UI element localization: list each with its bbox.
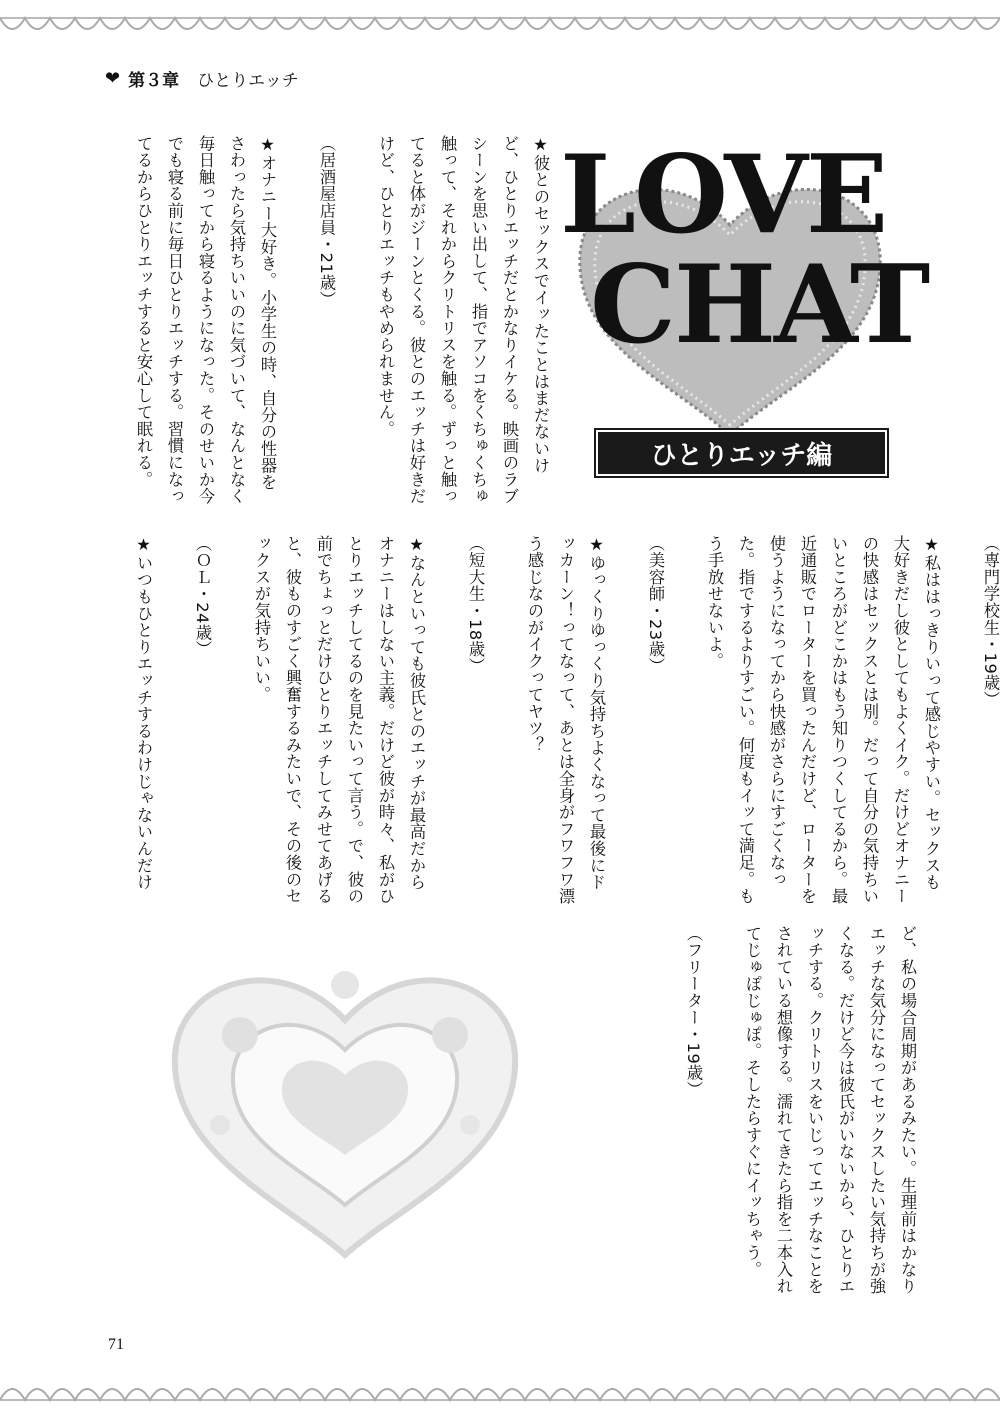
logo-love: LOVE [560, 132, 887, 258]
chapter-label: 第３章 [128, 71, 180, 91]
lower-paragraph-3: ★なんといっても彼氏とのエッチが最高だからオナニーはしない主義。だけど彼が時々、私がひとりエッチしてるのを見たいって言う。で、彼の前でちょっとだけひとりエッチしてみせてあげると、彼ものすごく興奮するみたいで、その後のセックスが気持ちいい。 [252, 535, 426, 905]
upper-text-block [100, 135, 556, 505]
bottom-lace-border [0, 1368, 1000, 1418]
upper-paragraph-1: ★彼とのセックスでイッたことはまだないけど、ひとりエッチだとかなりイケる。映画のラブシーンを思い出して、指でアソコをくちゅくちゅ触って、それからクリトリスを触る。ずっと触ってると体がジーンとくる。彼とのエッチは好きだけど、ひとりエッチもやめられません。 [376, 135, 550, 505]
lace-heart-decoration [160, 925, 530, 1275]
page-number: 71 [108, 1336, 124, 1353]
heart-icon: ❤ [105, 68, 121, 89]
bottom-paragraph: ど、私の場合周期があるみたい。生理前はかなりエッチな気分になってセックスしたい気持ちが強くなる。だけど今は彼氏がいないから、ひとりエッチする。クリトリスをいじってエッチなことをされている想像する。濡れてきたら指を二本入れてじゅぽじゅぽ。そしたらすぐにイッちゃう。 [743, 925, 917, 1295]
upper-paragraph-2: ★オナニー大好き。小学生の時、自分の性器をさわったら気持ちいいのに気づいて、なんとなく毎日触ってから寝るようになった。そのせいか今でも寝る前に毎日ひとりエッチする。習慣になってるからひとりエッチすると安心して眠れる。 [134, 135, 277, 505]
section-banner: ひとりエッチ編 [598, 432, 885, 474]
lower-paragraph-4: ★いつもひとりエッチするわけじゃないんだけ [134, 535, 153, 891]
lower-attribution-1: （専門学校生・19歳） [981, 535, 1000, 708]
bottom-right-text-block [650, 925, 923, 1295]
top-lace-border [0, 0, 1000, 50]
lower-attribution-3: （短大生・18歳） [466, 535, 485, 675]
lower-attribution-2: （美容師・23歳） [646, 535, 665, 675]
lower-paragraph-2: ★ゆっくりゆっくり気持ちよくなって最後にドッカーン！ってなって、あとは全身がフワフワ漂う感じなのがイクってヤツ？ [525, 535, 606, 905]
chapter-header [105, 66, 299, 91]
bottom-attribution: （フリーター・19歳） [684, 925, 703, 1098]
lower-paragraph-1: ★私ははっきりいって感じやすい。セックスも大好きだし彼としてもよくイク。だけどオナニーの快感はセックスとは別。だって自分の気持ちいいところがどこかはもう知りつくしてるから。最近通販でローターを買ったんだけど、ローターを使うようになってから快感がさらにすごくなった。指でするよりすごい。何度もイッて満足。もう手放せないよ。 [705, 535, 941, 905]
logo-chat: CHAT [590, 242, 929, 368]
lower-attribution-4: （ＯＬ・24歳） [193, 535, 212, 658]
chapter-title: ひとりエッチ [197, 71, 299, 91]
lower-text-block [100, 535, 1000, 905]
upper-attribution-1: （居酒屋店員・21歳） [317, 135, 336, 308]
